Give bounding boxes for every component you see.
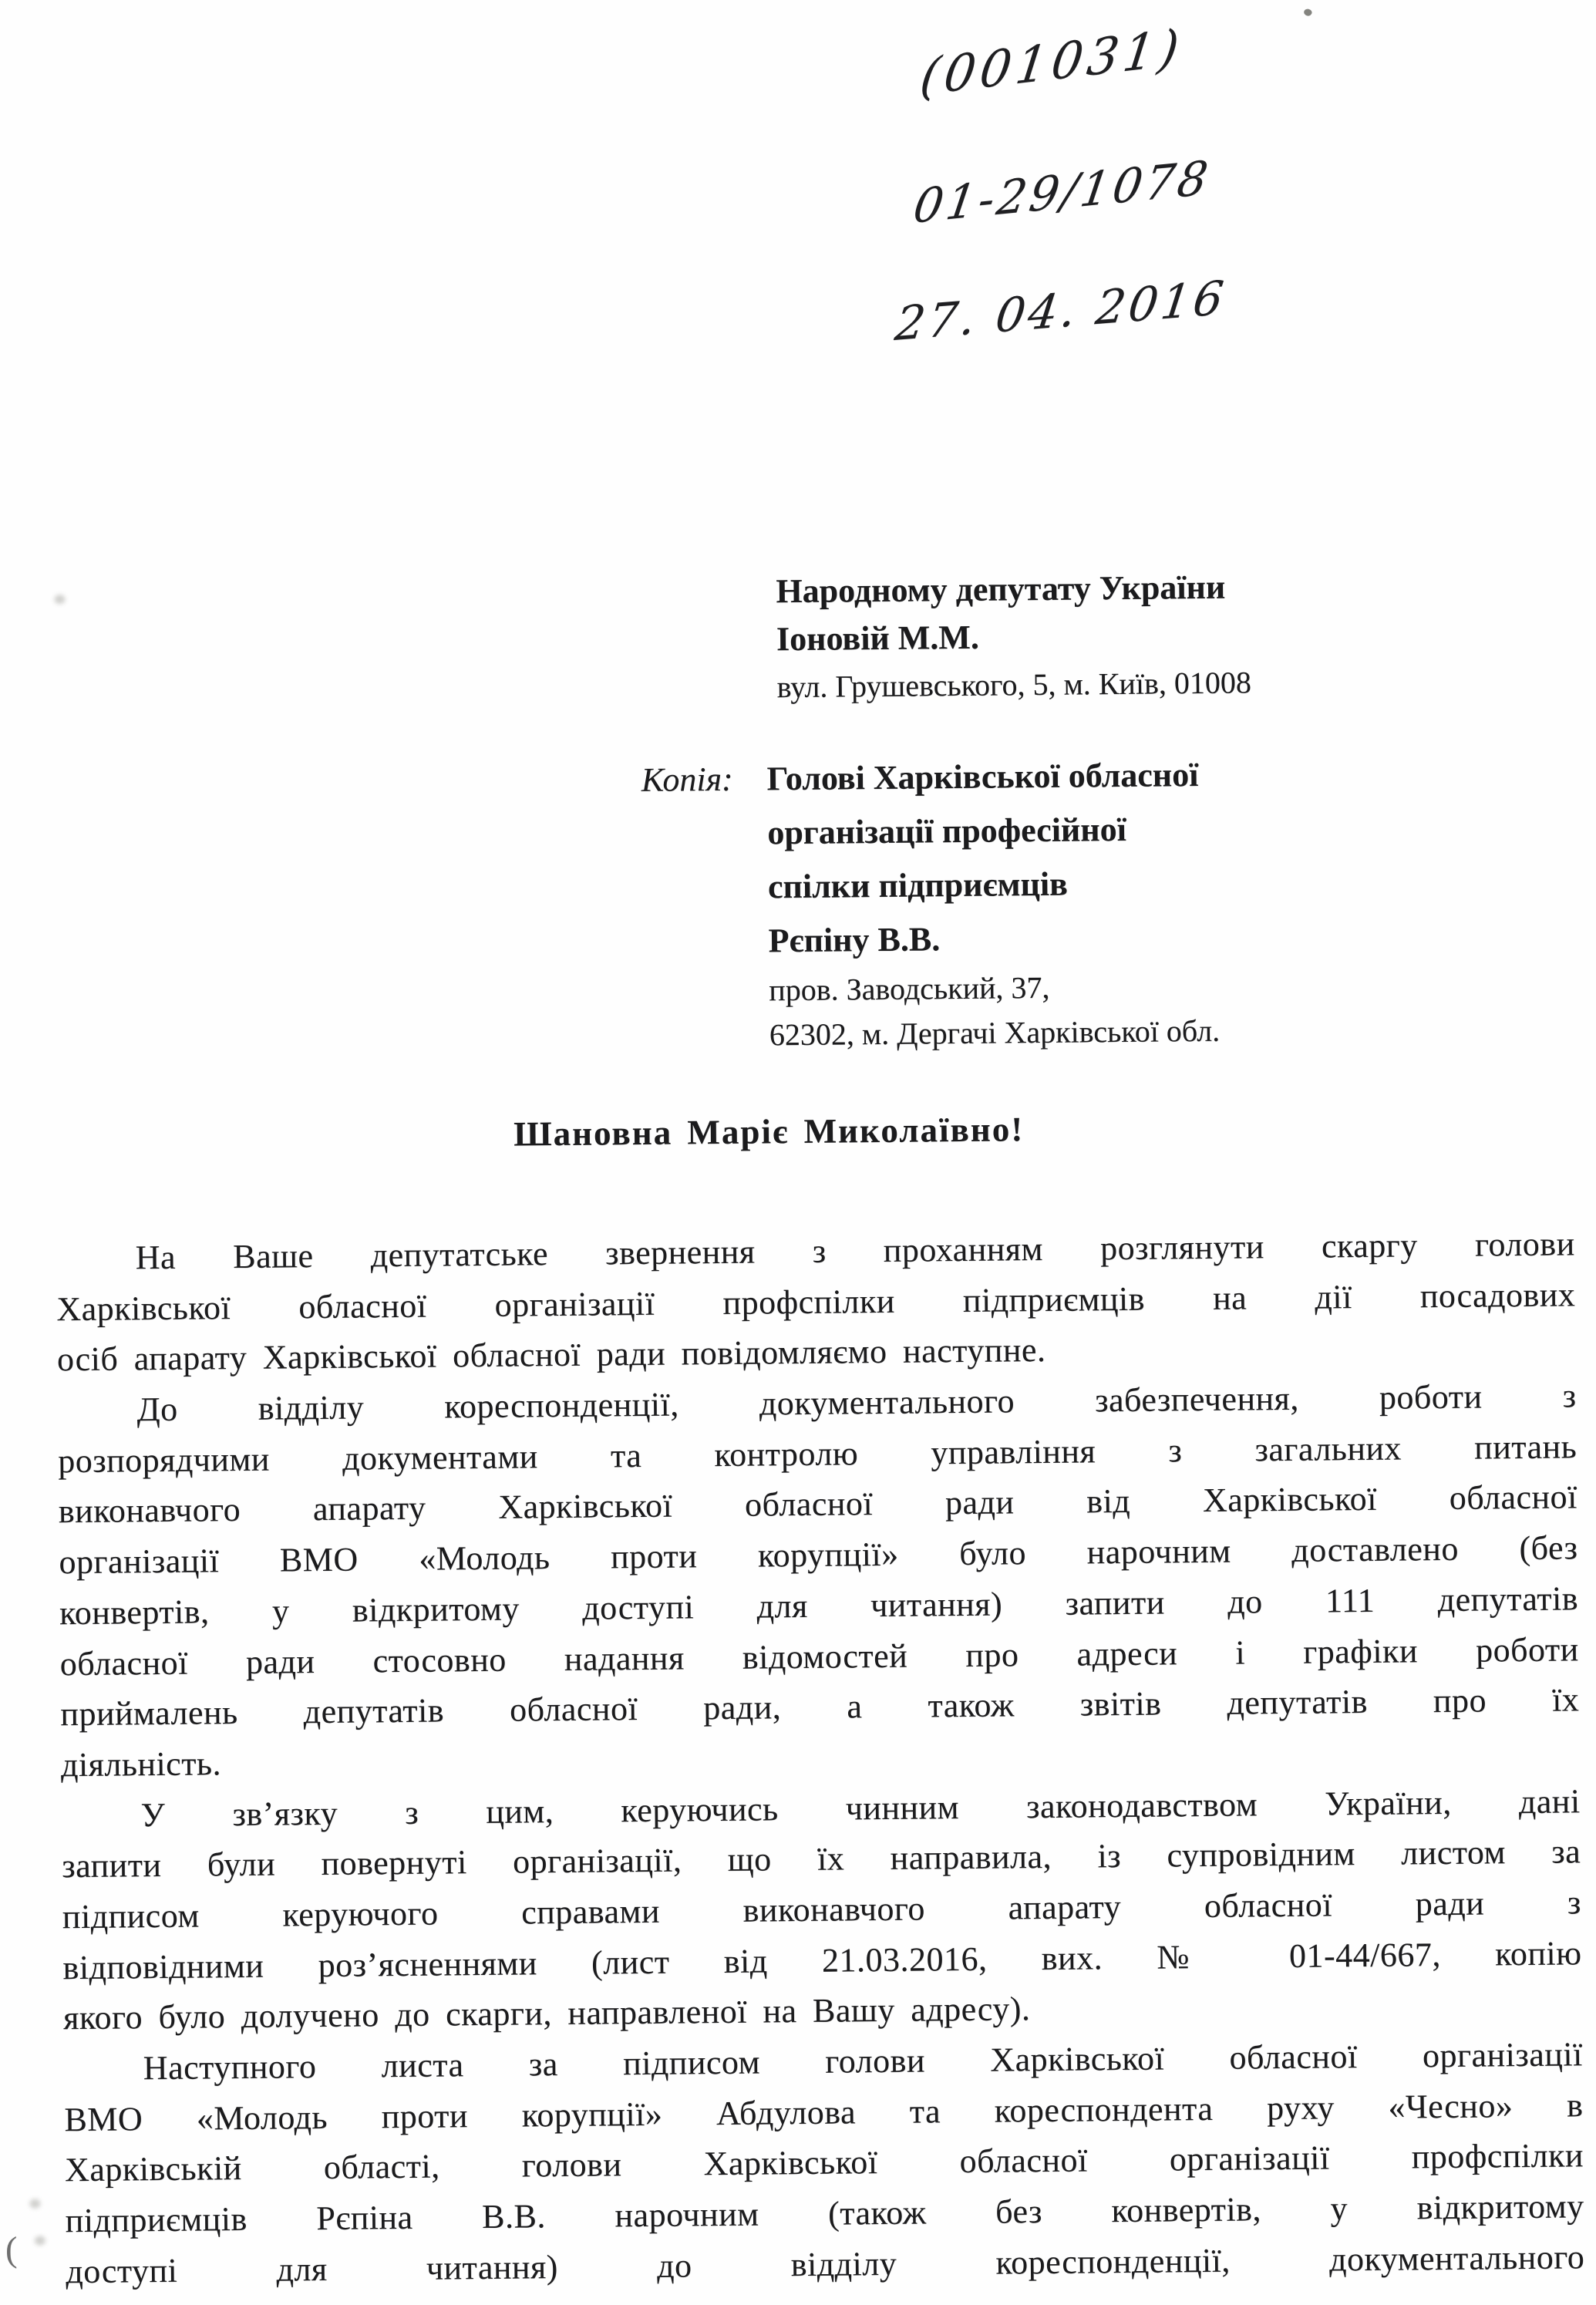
body-line: підприємців Рєпіна В.В. нарочним (також без конвертів, у відкритому xyxy=(65,2187,1584,2240)
body-line: Наступного листа за підписом голови Харківської обласної організації xyxy=(143,2035,1583,2088)
copy-address-line: пров. Заводський, 37, xyxy=(769,969,1050,1008)
handwritten-incoming-number: (001031) xyxy=(917,19,1187,108)
salutation: Шановна Маріє Миколаївно! xyxy=(513,1110,1025,1154)
copy-block xyxy=(641,748,1220,1059)
body-line: конвертів, у відкритому доступі для читання) запити до 111 депутатів xyxy=(59,1579,1579,1633)
body-line: Харківської обласної організації профспілки підприємців на дії посадових xyxy=(56,1276,1576,1328)
body-line: якого було долучено до скарги, направленої на Вашу адресу). xyxy=(62,1990,1031,2037)
scan-smudge xyxy=(35,2236,45,2245)
copy-address-line: 62302, м. Дергачі Харківської обл. xyxy=(769,1013,1221,1053)
body-line: У зв’язку з цим, керуючись чинним законодавством України, дані xyxy=(140,1781,1581,1834)
body-line: діяльність. xyxy=(60,1744,222,1784)
body-line: виконавчого апарату Харківської обласної ради від Харківської обласної xyxy=(58,1478,1578,1531)
body-line: До відділу кореспонденції, документального забезпечення, роботи з xyxy=(136,1377,1577,1429)
body-line: запити були повернуті організації, що їх направила, із супровідним листом за xyxy=(62,1832,1581,1885)
body-line: приймалень депутатів обласної ради, а також звітів депутатів про їх xyxy=(60,1680,1580,1734)
ink-speck xyxy=(1303,8,1313,18)
copy-label: Копія: xyxy=(641,760,733,799)
copy-addressee-line: Голові Харківської обласної xyxy=(766,756,1199,798)
handwritten-date: 27. 04. 2016 xyxy=(892,271,1230,352)
body-line: організації ВМО «Молодь проти корупції» було нарочним доставлено (без xyxy=(59,1528,1578,1582)
body-line: обласної ради стосовно надання відомостей про адреси і графіки роботи xyxy=(59,1629,1579,1683)
handwritten-reference-number: 01-29/1078 xyxy=(910,150,1214,235)
recipient-name-line: Іоновій М.М. xyxy=(776,618,980,659)
scan-edge-artifact: ( xyxy=(5,2229,18,2269)
recipient-title-line: Народному депутату України xyxy=(776,568,1226,611)
copy-addressee-block xyxy=(766,748,1220,1058)
body-line: осіб апарату Харківської обласної ради повідомляємо наступне. xyxy=(56,1331,1046,1379)
letter-body xyxy=(56,1218,1584,2297)
copy-addressee-line: спілки підприємців xyxy=(767,864,1069,906)
body-line: На Ваше депутатське звернення з проханням розглянути скаргу голови xyxy=(135,1225,1575,1277)
body-line: доступі для читання) до відділу кореспонденції, документального xyxy=(66,2238,1585,2290)
body-line: розпорядчими документами та контролю управління з загальних питань xyxy=(57,1427,1577,1480)
body-line: Харківській області, голови Харківської обласної організації профспілки xyxy=(64,2136,1584,2189)
recipient-address-line: вул. Грушевського, 5, м. Київ, 01008 xyxy=(776,665,1252,705)
copy-addressee-line: організації професійної xyxy=(767,810,1127,852)
scan-smudge xyxy=(54,595,65,604)
scan-smudge xyxy=(29,2199,40,2209)
body-line: відповідними роз’ясненнями (лист від 21.03.2016, вих. № 01-44/667, копію xyxy=(62,1933,1582,1987)
recipient-block xyxy=(776,563,1251,711)
copy-addressee-line: Рєпіну В.В. xyxy=(768,920,941,960)
body-line: підписом керуючого справами виконавчого апарату обласної ради з xyxy=(62,1883,1582,1936)
body-line: ВМО «Молодь проти корупції» Абдулова та кореспондента руху «Чесно» в xyxy=(64,2085,1584,2138)
